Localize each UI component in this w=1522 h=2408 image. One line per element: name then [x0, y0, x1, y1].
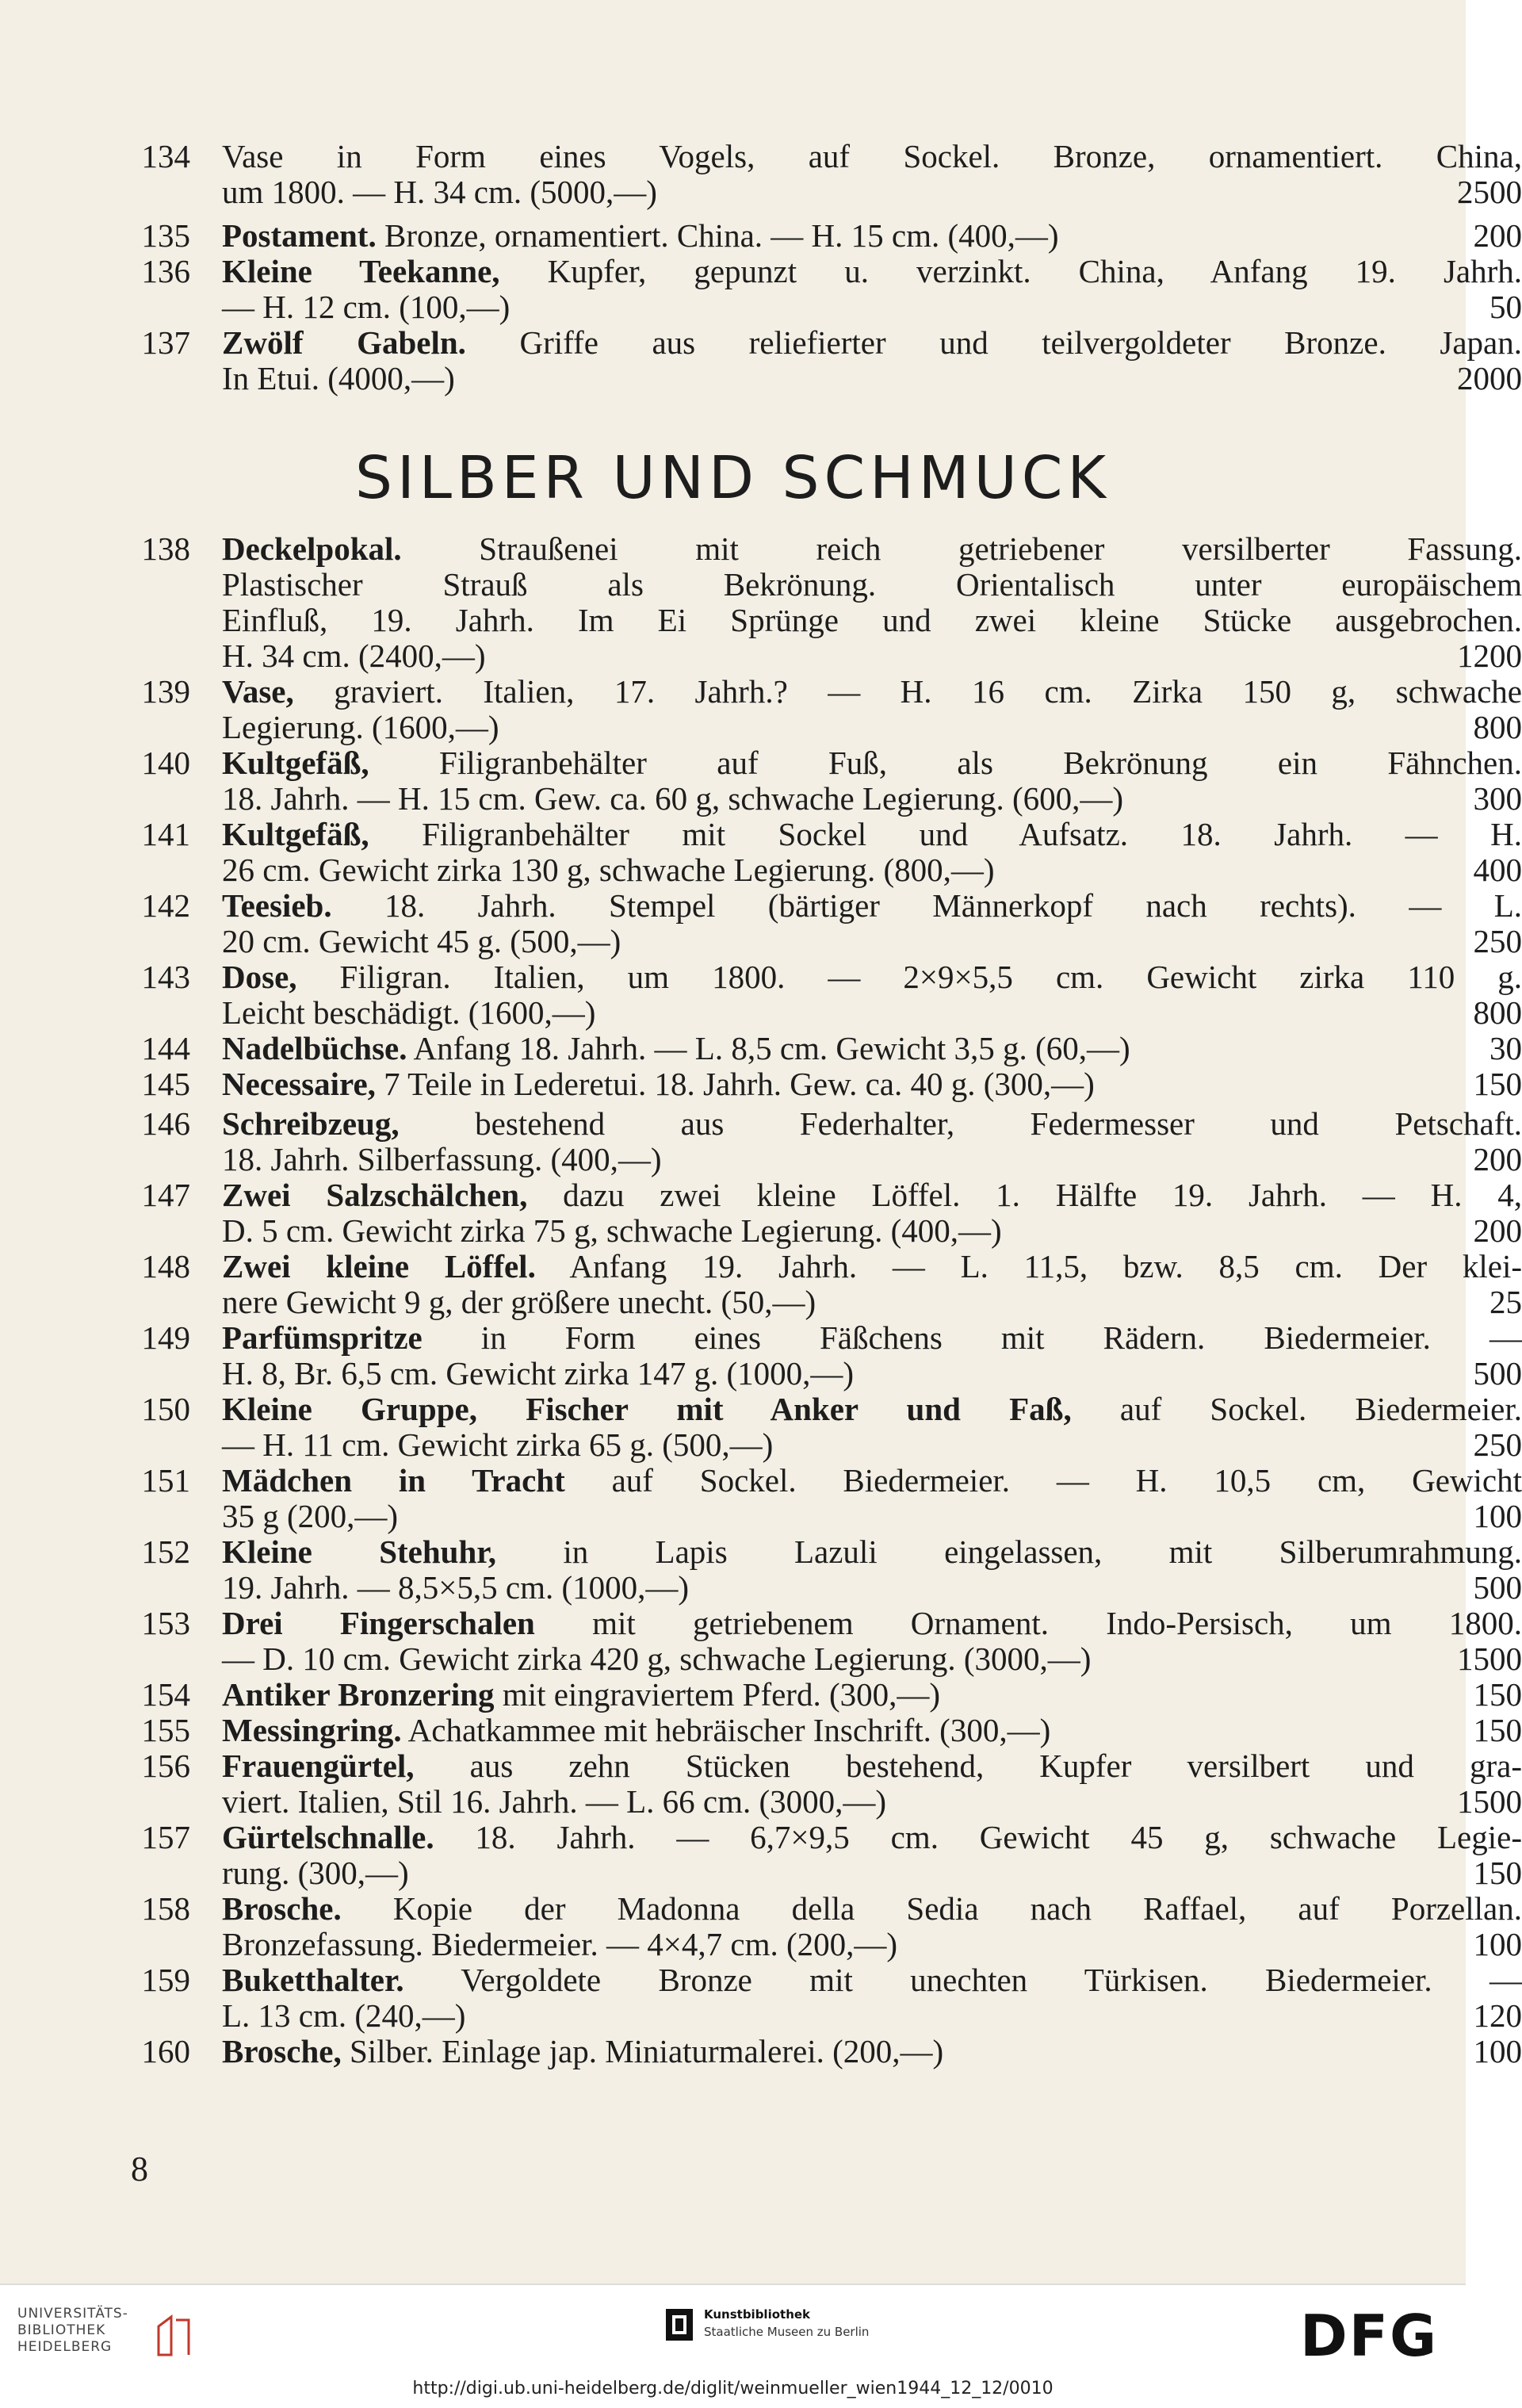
lot-description [222, 218, 1522, 254]
lot-description [222, 1177, 1522, 1249]
description-line: Deckelpokal. Straußenei mit reich getriebener versilberter Fassung. [222, 531, 1522, 567]
lot-description [222, 254, 1522, 325]
item-name: Buketthalter. [222, 1962, 404, 1998]
lot-price: 200 [1474, 218, 1522, 254]
description-line: 35 g (200,—) [222, 1499, 1522, 1534]
description-line: Zwei Salzschälchen, dazu zwei kleine Löffel. 1. Hälfte 19. Jahrh. — H. 4, [222, 1177, 1522, 1213]
kunstbibliothek-logo[interactable] [666, 2301, 904, 2356]
lot-price: 50 [1489, 289, 1522, 325]
lot-price: 200 [1474, 1213, 1522, 1249]
item-name: Drei Fingerschalen [222, 1605, 535, 1641]
lot-description [222, 1677, 1522, 1713]
description-line: viert. Italien, Stil 16. Jahrh. — L. 66 cm. (3000,—) [222, 1784, 1522, 1820]
description-line: Mädchen in Tracht auf Sockel. Biedermeier. — H. 10,5 cm, Gewicht [222, 1463, 1522, 1499]
lot-description [222, 139, 1522, 210]
dfg-logo[interactable]: DFG [1300, 2303, 1438, 2369]
item-name: Zwei Salzschälchen, [222, 1177, 527, 1213]
lot-number: 135 [127, 218, 190, 254]
item-name: Kleine Stehuhr, [222, 1533, 496, 1570]
description-line: 20 cm. Gewicht 45 g. (500,—) [222, 924, 1522, 959]
lot-description [222, 745, 1522, 817]
lot-description [222, 1249, 1522, 1320]
lot-price: 250 [1474, 924, 1522, 959]
kunstbibliothek-title: Kunstbibliothek [704, 2307, 810, 2322]
lot-number: 152 [127, 1534, 190, 1570]
item-name: Mädchen in Tracht [222, 1462, 565, 1499]
description-line: — D. 10 cm. Gewicht zirka 420 g, schwache Legierung. (3000,—) [222, 1641, 1522, 1677]
lot-price: 500 [1474, 1356, 1522, 1392]
lot-price: 1500 [1457, 1641, 1522, 1677]
item-name: Messingring. [222, 1712, 402, 1748]
description-line: In Etui. (4000,—) [222, 361, 1522, 396]
description-line: Postament. Bronze, ornamentiert. China. — H. 15 cm. (400,—) [222, 218, 1522, 254]
description-line: 19. Jahrh. — 8,5×5,5 cm. (1000,—) [222, 1570, 1522, 1606]
description-line: Parfümspritze in Form eines Fäßchens mit Rädern. Biedermeier. — [222, 1320, 1522, 1356]
lot-number: 142 [127, 888, 190, 924]
lot-price: 500 [1474, 1570, 1522, 1606]
description-line: Bronzefassung. Biedermeier. — 4×4,7 cm. (200,—) [222, 1927, 1522, 1962]
description-line: 18. Jahrh. Silberfassung. (400,—) [222, 1142, 1522, 1177]
description-line: Dose, Filigran. Italien, um 1800. — 2×9×5,5 cm. Gewicht zirka 110 g. [222, 959, 1522, 995]
description-line: Plastischer Strauß als Bekrönung. Orientalisch unter europäischem [222, 567, 1522, 603]
lot-description [222, 325, 1522, 396]
lot-price: 150 [1474, 1713, 1522, 1748]
lot-price: 1500 [1457, 1784, 1522, 1820]
lot-number: 134 [127, 139, 190, 174]
lot-description [222, 1748, 1522, 1820]
description-line: Vase, graviert. Italien, 17. Jahrh.? — H. 16 cm. Zirka 150 g, schwache [222, 674, 1522, 710]
description-line: D. 5 cm. Gewicht zirka 75 g, schwache Legierung. (400,—) [222, 1213, 1522, 1249]
lot-number: 155 [127, 1713, 190, 1748]
lot-description [222, 817, 1522, 888]
lot-description [222, 888, 1522, 959]
lot-description [222, 531, 1522, 674]
item-name: Necessaire, [222, 1066, 376, 1102]
university-line-1: UNIVERSITÄTS- [17, 2306, 128, 2322]
lot-price: 2500 [1457, 174, 1522, 210]
item-name: Deckelpokal. [222, 530, 402, 567]
lot-number: 149 [127, 1320, 190, 1356]
lot-price: 250 [1474, 1427, 1522, 1463]
item-name: Kleine Teekanne, [222, 253, 500, 289]
lot-number: 139 [127, 674, 190, 710]
lot-price: 2000 [1457, 361, 1522, 396]
lot-price: 150 [1474, 1066, 1522, 1102]
lot-price: 25 [1489, 1284, 1522, 1320]
description-line: — H. 12 cm. (100,—) [222, 289, 1522, 325]
lot-description [222, 1713, 1522, 1748]
description-line: nere Gewicht 9 g, der größere unecht. (50,—) [222, 1284, 1522, 1320]
item-name: Teesieb. [222, 887, 332, 924]
lot-number: 141 [127, 817, 190, 852]
kunstbibliothek-subtitle: Staatliche Museen zu Berlin [704, 2325, 869, 2339]
item-name: Dose, [222, 959, 297, 995]
lot-number: 145 [127, 1066, 190, 1102]
description-line: Messingring. Achatkammee mit hebräischer Inschrift. (300,—) [222, 1713, 1522, 1748]
university-line-2: BIBLIOTHEK [17, 2322, 128, 2339]
university-line-3: HEIDELBERG [17, 2339, 128, 2356]
lot-description [222, 1534, 1522, 1606]
lot-number: 146 [127, 1106, 190, 1142]
lot-number: 147 [127, 1177, 190, 1213]
lot-price: 100 [1474, 1927, 1522, 1962]
description-line: 18. Jahrh. — H. 15 cm. Gew. ca. 60 g, schwache Legierung. (600,—) [222, 781, 1522, 817]
description-line: Kleine Stehuhr, in Lapis Lazuli eingelassen, mit Silberumrahmung. [222, 1534, 1522, 1570]
lot-description [222, 1320, 1522, 1392]
lot-description [222, 1392, 1522, 1463]
lot-price: 200 [1474, 1142, 1522, 1177]
lot-description [222, 1606, 1522, 1677]
lot-price: 120 [1474, 1998, 1522, 2034]
item-name: Frauengürtel, [222, 1748, 415, 1784]
lot-number: 151 [127, 1463, 190, 1499]
lot-description [222, 674, 1522, 745]
lot-description [222, 1820, 1522, 1891]
item-name: Kultgefäß, [222, 745, 369, 781]
lot-price: 150 [1474, 1677, 1522, 1713]
description-line: Nadelbüchse. Anfang 18. Jahrh. — L. 8,5 cm. Gewicht 3,5 g. (60,—) [222, 1031, 1522, 1066]
lot-number: 159 [127, 1962, 190, 1998]
description-line: Teesieb. 18. Jahrh. Stempel (bärtiger Männerkopf nach rechts). — L. [222, 888, 1522, 924]
lot-description [222, 1891, 1522, 1962]
kunstbibliothek-mark-icon [666, 2309, 693, 2341]
description-line: Kultgefäß, Filigranbehälter mit Sockel und Aufsatz. 18. Jahrh. — H. [222, 817, 1522, 852]
item-name: Antiker Bronzering [222, 1676, 495, 1713]
description-line: Einfluß, 19. Jahrh. Im Ei Sprünge und zwei kleine Stücke ausgebrochen. [222, 603, 1522, 638]
item-name: Brosche. [222, 1890, 342, 1927]
description-line: Zwölf Gabeln. Griffe aus reliefierter und teilvergoldeter Bronze. Japan. [222, 325, 1522, 361]
lot-price: 100 [1474, 1499, 1522, 1534]
lot-description [222, 959, 1522, 1031]
description-line: um 1800. — H. 34 cm. (5000,—) [222, 174, 1522, 210]
lot-number: 157 [127, 1820, 190, 1855]
section-heading: SILBER UND SCHMUCK [0, 444, 1466, 512]
lot-number: 138 [127, 531, 190, 567]
item-name: Nadelbüchse. [222, 1030, 407, 1066]
lot-description [222, 1066, 1522, 1102]
description-line: 26 cm. Gewicht zirka 130 g, schwache Legierung. (800,—) [222, 852, 1522, 888]
item-name: Zwölf Gabeln. [222, 324, 466, 361]
lot-description [222, 1463, 1522, 1534]
description-line: Schreibzeug, bestehend aus Federhalter, Federmesser und Petschaft. [222, 1106, 1522, 1142]
lot-number: 153 [127, 1606, 190, 1641]
description-line: rung. (300,—) [222, 1855, 1522, 1891]
lot-number: 140 [127, 745, 190, 781]
lot-price: 800 [1474, 995, 1522, 1031]
lot-number: 148 [127, 1249, 190, 1284]
item-name: Kultgefäß, [222, 816, 369, 852]
description-line: — H. 11 cm. Gewicht zirka 65 g. (500,—) [222, 1427, 1522, 1463]
description-line: Buketthalter. Vergoldete Bronze mit unechten Türkisen. Biedermeier. — [222, 1962, 1522, 1998]
lot-description [222, 2034, 1522, 2069]
description-line: Zwei kleine Löffel. Anfang 19. Jahrh. — L. 11,5, bzw. 8,5 cm. Der klei- [222, 1249, 1522, 1284]
lot-description [222, 1031, 1522, 1066]
item-name: Kleine Gruppe, Fischer mit Anker und Faß, [222, 1391, 1072, 1427]
description-line: Kleine Gruppe, Fischer mit Anker und Faß, auf Sockel. Biedermeier. [222, 1392, 1522, 1427]
description-line: Brosche. Kopie der Madonna della Sedia nach Raffael, auf Porzellan. [222, 1891, 1522, 1927]
description-line: Vase in Form eines Vogels, auf Sockel. Bronze, ornamentiert. China, [222, 139, 1522, 174]
lot-price: 400 [1474, 852, 1522, 888]
page-number: 8 [131, 2149, 148, 2189]
item-name: Vase, [222, 673, 294, 710]
university-mark-icon [154, 2312, 193, 2360]
description-line: Legierung. (1600,—) [222, 710, 1522, 745]
item-name: Gürtelschnalle. [222, 1819, 434, 1855]
description-line: H. 8, Br. 6,5 cm. Gewicht zirka 147 g. (1000,—) [222, 1356, 1522, 1392]
lot-number: 156 [127, 1748, 190, 1784]
description-line: Antiker Bronzering mit eingraviertem Pferd. (300,—) [222, 1677, 1522, 1713]
item-name: Brosche, [222, 2033, 342, 2069]
lot-price: 150 [1474, 1855, 1522, 1891]
source-url[interactable]: http://digi.ub.uni-heidelberg.de/diglit/weinmueller_wien1944_12_12/0010 [0, 2379, 1466, 2398]
lot-price: 30 [1489, 1031, 1522, 1066]
item-name: Parfümspritze [222, 1319, 423, 1356]
lot-number: 150 [127, 1392, 190, 1427]
description-line: Kleine Teekanne, Kupfer, gepunzt u. verzinkt. China, Anfang 19. Jahrh. [222, 254, 1522, 289]
lot-number: 136 [127, 254, 190, 289]
lot-price: 1200 [1457, 638, 1522, 674]
lot-number: 143 [127, 959, 190, 995]
university-name [17, 2306, 128, 2356]
item-name: Postament. [222, 217, 377, 254]
lot-number: 160 [127, 2034, 190, 2069]
lot-description [222, 1962, 1522, 2034]
description-line: Frauengürtel, aus zehn Stücken bestehend, Kupfer versilbert und gra- [222, 1748, 1522, 1784]
university-library-logo[interactable] [17, 2306, 200, 2377]
description-line: Gürtelschnalle. 18. Jahrh. — 6,7×9,5 cm. Gewicht 45 g, schwache Legie- [222, 1820, 1522, 1855]
item-name: Zwei kleine Löffel. [222, 1248, 536, 1284]
lot-price: 800 [1474, 710, 1522, 745]
description-line: Kultgefäß, Filigranbehälter auf Fuß, als Bekrönung ein Fähnchen. [222, 745, 1522, 781]
description-line: Necessaire, 7 Teile in Lederetui. 18. Jahrh. Gew. ca. 40 g. (300,—) [222, 1066, 1522, 1102]
lot-price: 300 [1474, 781, 1522, 817]
lot-price: 100 [1474, 2034, 1522, 2069]
lot-number: 144 [127, 1031, 190, 1066]
description-line: Drei Fingerschalen mit getriebenem Ornament. Indo-Persisch, um 1800. [222, 1606, 1522, 1641]
footer-bar [0, 2284, 1466, 2408]
lot-number: 158 [127, 1891, 190, 1927]
description-line: Brosche, Silber. Einlage jap. Miniaturmalerei. (200,—) [222, 2034, 1522, 2069]
item-name: Schreibzeug, [222, 1105, 400, 1142]
description-line: Leicht beschädigt. (1600,—) [222, 995, 1522, 1031]
description-line: L. 13 cm. (240,—) [222, 1998, 1522, 2034]
description-line: H. 34 cm. (2400,—) [222, 638, 1522, 674]
lot-number: 154 [127, 1677, 190, 1713]
lot-number: 137 [127, 325, 190, 361]
lot-description [222, 1106, 1522, 1177]
